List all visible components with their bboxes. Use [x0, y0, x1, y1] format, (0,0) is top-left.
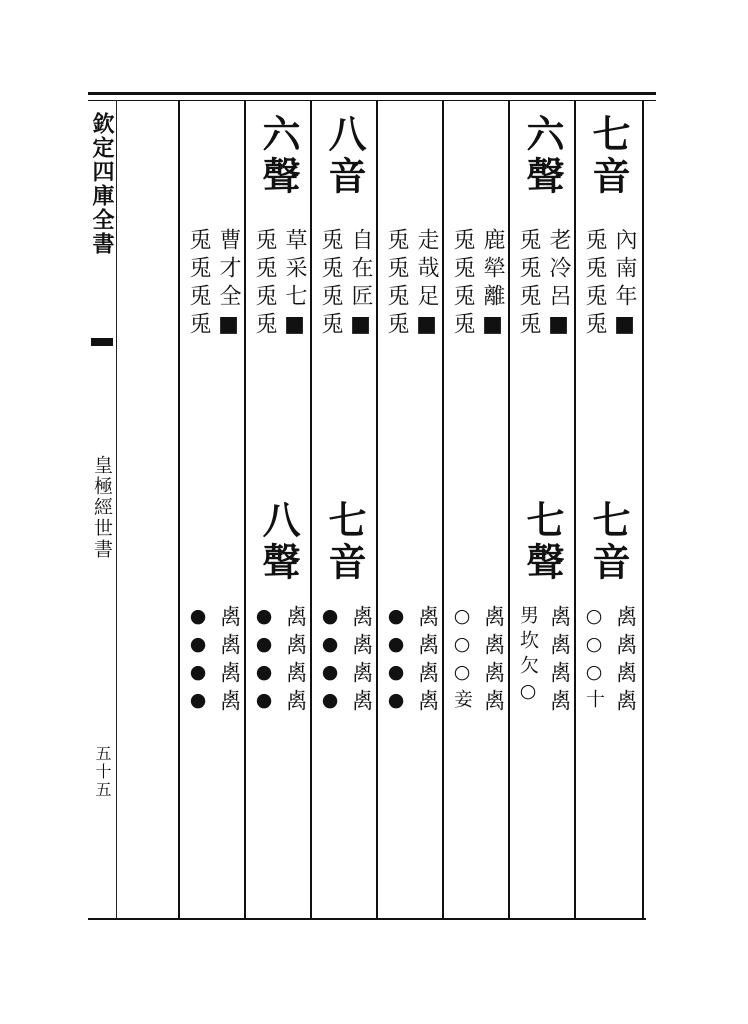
char-line: 走哉足■: [414, 228, 439, 343]
rime-group: [382, 605, 440, 717]
rime-group: [382, 228, 440, 343]
char-line: 禼禼禼禼: [282, 605, 307, 717]
char-line: 禼禼禼禼: [546, 605, 571, 717]
rime-group: [514, 228, 572, 343]
char-line: 鹿犖離■: [480, 228, 505, 343]
char-line: 草采七■: [282, 228, 307, 343]
rime-group: [250, 605, 308, 717]
char-line: 兎兎兎兎: [516, 228, 541, 340]
column-heading: 七音: [322, 500, 367, 584]
char-line: ●●●●: [319, 605, 341, 717]
rime-group: [316, 228, 374, 343]
char-line: 兎兎兎兎: [582, 228, 607, 340]
char-line: ●●●●: [385, 605, 407, 717]
char-line: 老冷呂■: [546, 228, 571, 343]
text-column-4: [378, 100, 442, 918]
char-line: 禼禼禼禼: [480, 605, 505, 717]
column-heading: 七聲: [520, 500, 565, 584]
bottom-border: [88, 918, 646, 920]
text-column-2: [510, 100, 574, 918]
char-line: 曹才全■: [216, 228, 241, 343]
column-heading: 八聲: [256, 500, 301, 584]
char-line: 自在匠■: [348, 228, 373, 343]
text-column-1: [576, 100, 640, 918]
spine-divider: [116, 100, 117, 918]
char-line: 兎兎兎兎: [318, 228, 343, 340]
char-line: ○○○妾: [451, 605, 473, 714]
column-rule: [642, 100, 644, 918]
rime-group: [580, 228, 638, 343]
rime-group: [184, 228, 242, 343]
text-column-3: [444, 100, 508, 918]
text-column-7: [180, 100, 244, 918]
rime-group: [316, 605, 374, 717]
text-column-5: [312, 100, 376, 918]
char-line: 兎兎兎兎: [252, 228, 277, 340]
rime-group: [250, 228, 308, 343]
column-heading: 七音: [586, 114, 631, 198]
page-number: 五十五: [93, 745, 112, 799]
rime-group: [448, 228, 506, 343]
text-column-6: [246, 100, 310, 918]
char-line: 禼禼禼禼: [348, 605, 373, 717]
char-line: 禼禼禼禼: [216, 605, 241, 717]
column-heading: 八音: [322, 114, 367, 198]
column-heading: 六聲: [520, 114, 565, 198]
rime-group: [580, 605, 638, 717]
char-line: ●●●●: [187, 605, 209, 717]
rime-group: [514, 605, 572, 717]
char-line: 兎兎兎兎: [186, 228, 211, 340]
top-border: [88, 92, 656, 95]
char-line: ○○○十: [583, 605, 605, 714]
column-heading: 六聲: [256, 114, 301, 198]
rime-group: [448, 605, 506, 717]
char-line: 兎兎兎兎: [450, 228, 475, 340]
char-line: 內南年■: [612, 228, 637, 343]
column-heading: 七音: [586, 500, 631, 584]
char-line: 禼禼禼禼: [612, 605, 637, 717]
char-line: ●●●●: [253, 605, 275, 717]
spine-title: 欽定四庫全書: [89, 112, 115, 256]
rime-group: [184, 605, 242, 717]
char-line: 禼禼禼禼: [414, 605, 439, 717]
spine-book-title: 皇極經世書: [91, 455, 113, 560]
fish-tail-mark: [91, 338, 113, 346]
char-line: 兎兎兎兎: [384, 228, 409, 340]
char-line: 男坎欠○: [517, 605, 539, 708]
text-column-8: [118, 100, 176, 918]
